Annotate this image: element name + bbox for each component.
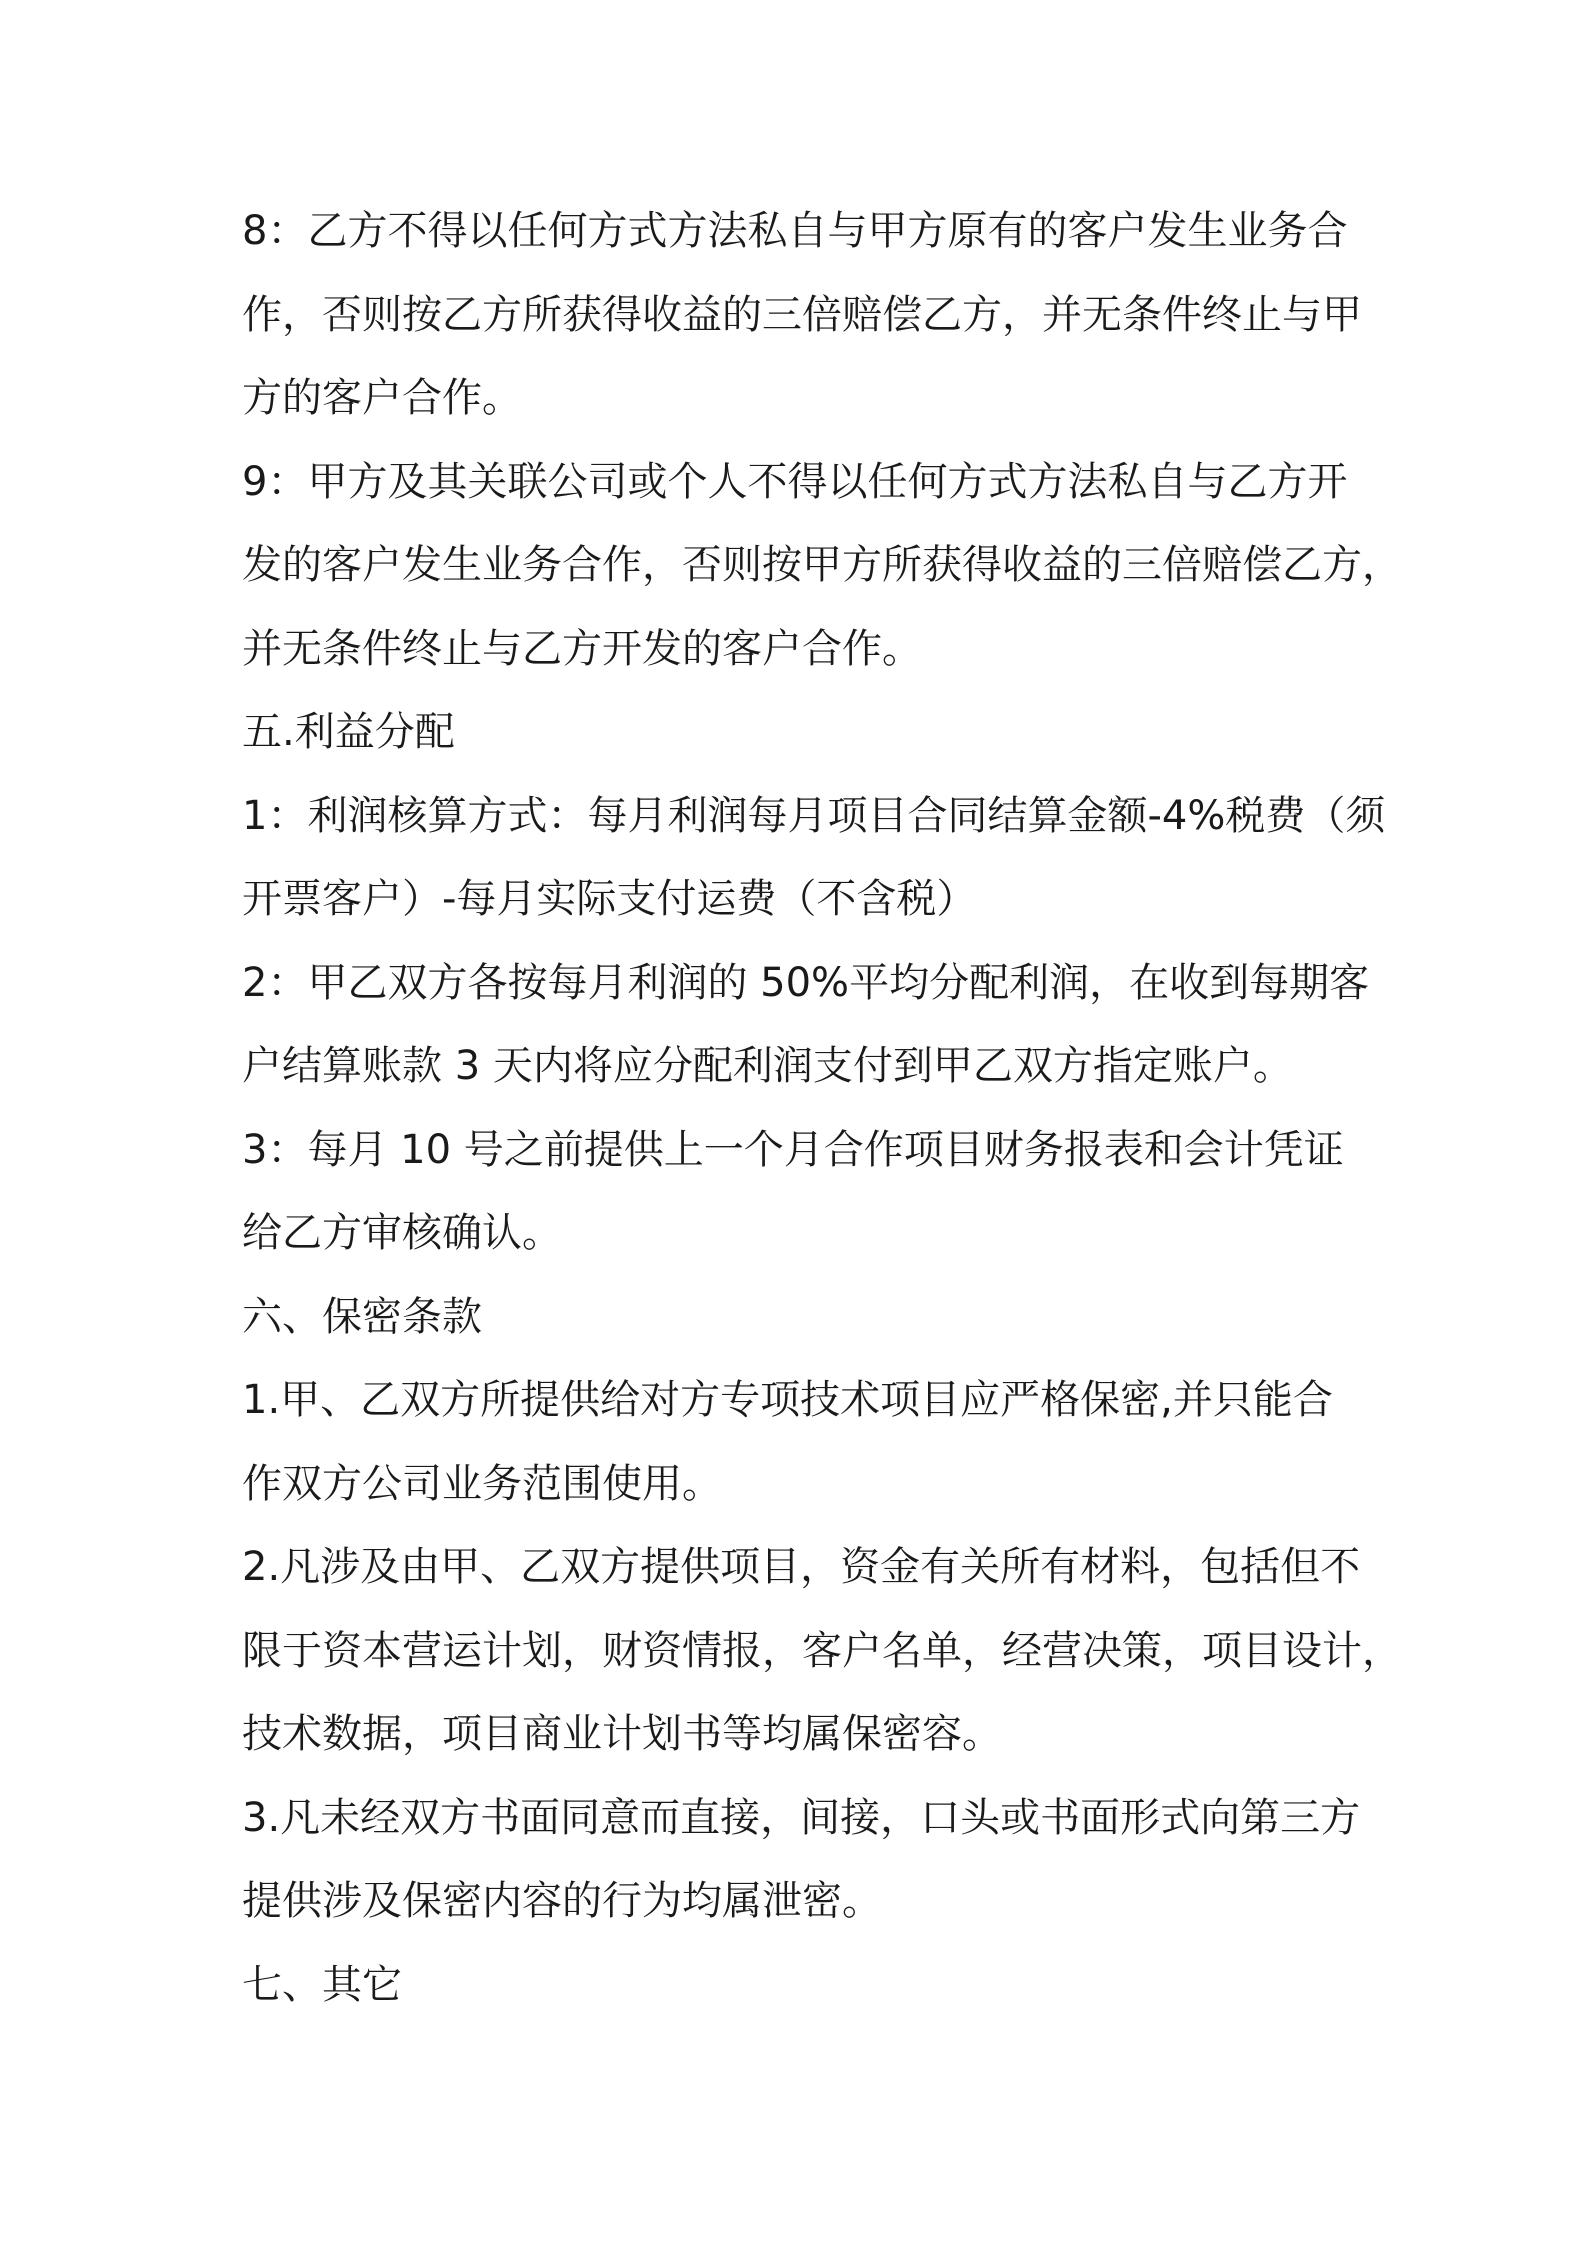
- confidential-clause-2-line-1: 2.凡涉及由甲、乙双方提供项目，资金有关所有材料，包括但不: [242, 1544, 1361, 1590]
- clause-8-line-1: 8：乙方不得以任何方式方法私自与甲方原有的客户发生业务合: [242, 208, 1348, 254]
- confidential-clause-1-line-2: 作双方公司业务范围使用。: [242, 1460, 722, 1507]
- profit-clause-3-line-2: 给乙方审核确认。: [242, 1210, 562, 1256]
- clause-9-line-2: 发的客户发生业务合作，否则按甲方所获得收益的三倍赔偿乙方，: [242, 542, 1402, 588]
- profit-clause-1-line-2: 开票客户）-每月实际支付运费（不含税）: [242, 876, 977, 922]
- clause-9-line-1: 9：甲方及其关联公司或个人不得以任何方式方法私自与乙方开: [242, 458, 1348, 505]
- section-7-heading: 七、其它: [242, 1961, 402, 2008]
- profit-clause-2-line-1: 2：甲乙双方各按每月利润的 50%平均分配利润，在收到每期客: [242, 959, 1370, 1006]
- clause-9-line-3: 并无条件终止与乙方开发的客户合作。: [242, 625, 922, 672]
- profit-clause-3-line-1: 3：每月 10 号之前提供上一个月合作项目财务报表和会计凭证: [242, 1126, 1344, 1173]
- clause-8-line-2: 作，否则按乙方所获得收益的三倍赔偿乙方，并无条件终止与甲: [242, 291, 1362, 338]
- profit-clause-2-line-2: 户结算账款 3 天内将应分配利润支付到甲乙双方指定账户。: [242, 1043, 1293, 1089]
- profit-clause-1-line-1: 1：利润核算方式：每月利润每月项目合同结算金额-4%税费（须: [242, 792, 1386, 839]
- confidential-clause-2-line-2: 限于资本营运计划，财资情报，客户名单，经营决策，项目设计，: [242, 1627, 1402, 1674]
- confidential-clause-2-line-3: 技术数据，项目商业计划书等均属保密容。: [242, 1711, 1002, 1757]
- clause-8-line-3: 方的客户合作。: [242, 375, 522, 421]
- confidential-clause-1-line-1: 1.甲、乙双方所提供给对方专项技术项目应严格保密,并只能合: [242, 1377, 1333, 1423]
- confidential-clause-3-line-2: 提供涉及保密内容的行为均属泄密。: [242, 1878, 882, 1924]
- document-body: [242, 190, 1402, 2027]
- section-5-heading: 五.利益分配: [242, 709, 455, 755]
- section-6-heading: 六、保密条款: [242, 1293, 482, 1340]
- confidential-clause-3-line-1: 3.凡未经双方书面同意而直接，间接，口头或书面形式向第三方: [242, 1794, 1361, 1841]
